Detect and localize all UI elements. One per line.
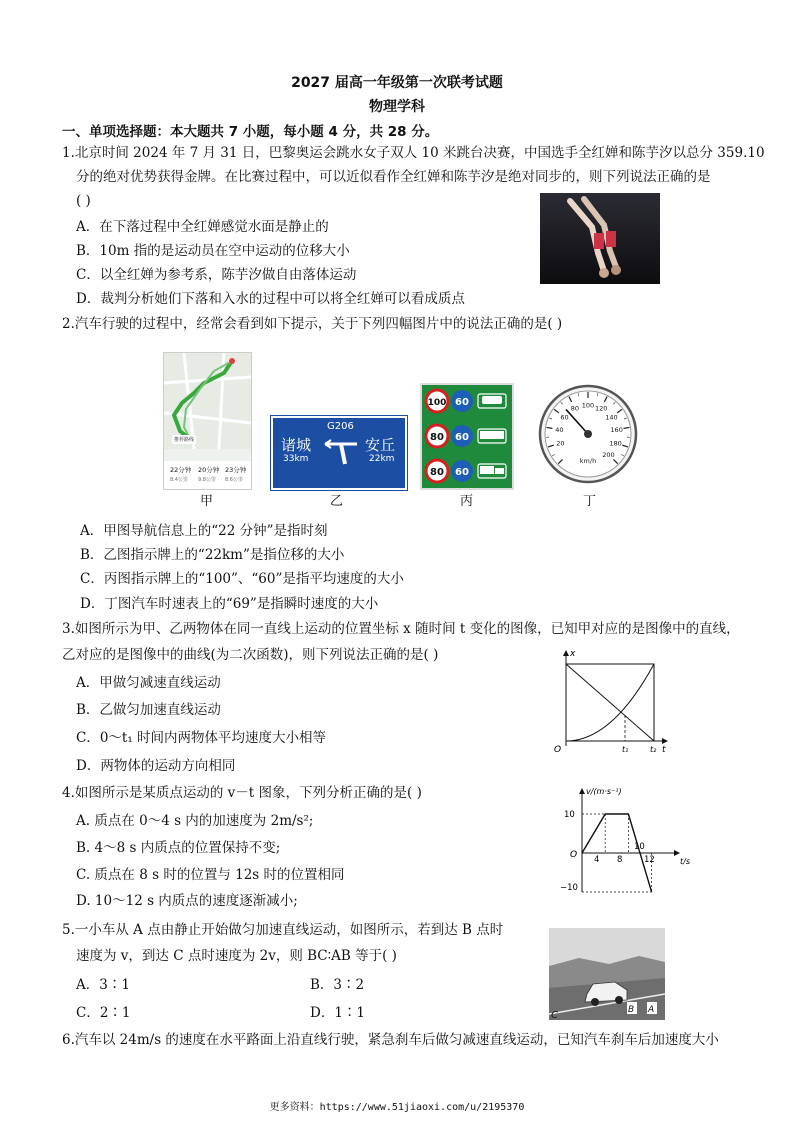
- gauge-label-160: 160: [610, 425, 623, 434]
- q3-position-time-graph: [552, 646, 672, 756]
- sign-left-city: 诸城: [281, 436, 312, 454]
- q2-stem: 2.汽车行驶的过程中，经常会看到如下提示，关于下列四幅图片中的说法正确的是( ): [62, 316, 563, 332]
- q3-t1: t₁: [622, 745, 629, 754]
- q3-option-b: B．乙做匀加速直线运动: [76, 702, 221, 718]
- q1-option-a: A．在下落过程中全红婵感觉水面是静止的: [76, 219, 329, 235]
- gauge-label-200: 200: [602, 451, 615, 460]
- q5-option-b: B．3∶2: [310, 977, 365, 993]
- nav-route-label: 推荐路线: [174, 437, 195, 443]
- line-jia: [566, 664, 654, 741]
- q1-line1: 1.北京时间 2024 年 7 月 31 日，巴黎奥运会跳水女子双人 10 米跳台决赛，中国选手全红婵和陈芋汐以总分 359.10: [62, 145, 765, 161]
- q4-y-label: v/(m·s⁻¹): [586, 787, 622, 796]
- q3-line2: 乙对应的是图像中的曲线(为二次函数)，则下列说法正确的是( ): [62, 647, 439, 663]
- q4-option-c: C. 质点在 8 s 时的位置与 12s 时的位置相同: [76, 867, 345, 883]
- q5-option-d: D．1∶1: [310, 1005, 366, 1021]
- direction-sign-figure: [271, 416, 407, 490]
- q1-paren: ( ): [76, 193, 91, 209]
- q1-option-b: B．10m 指的是运动员在空中运动的位移大小: [76, 243, 350, 259]
- gauge-label-100: 100: [581, 401, 595, 410]
- gauge-label-180: 180: [609, 439, 622, 448]
- fork-arrow-icon: [321, 436, 361, 466]
- photo-label-c: C: [551, 1010, 558, 1020]
- gauge-unit: km/h: [579, 457, 597, 465]
- sign-left-km: 33km: [283, 454, 309, 464]
- gauge-label-60: 60: [560, 413, 569, 422]
- gauge-label-140: 140: [605, 413, 618, 422]
- navigation-map-figure: [163, 352, 252, 490]
- gauge-label-120: 120: [594, 404, 608, 413]
- subject-title: 物理学科: [369, 99, 425, 115]
- gauge-hub: [584, 430, 592, 438]
- q4-origin: O: [570, 850, 578, 860]
- nav-dist-3: 8.6公里: [225, 477, 243, 483]
- q2-option-b: B．乙图指示牌上的“22km”是指位移的大小: [80, 547, 345, 563]
- q4-xtick-12: 12: [644, 855, 655, 865]
- photo-label-b: B: [628, 1005, 635, 1015]
- q4-x-label: t/s: [680, 857, 690, 866]
- q3-axis-x-label: x: [570, 649, 576, 659]
- caption-bing: 丙: [460, 494, 474, 509]
- q4-option-a: A. 质点在 0～4 s 内的加速度为 2m/s²;: [76, 813, 314, 829]
- limit-value-5: 80: [430, 467, 444, 478]
- photo-label-a: A: [648, 1005, 655, 1015]
- speedometer-figure: [538, 383, 638, 486]
- q4-ytick-10: 10: [564, 810, 575, 820]
- nav-time-2: 20分钟: [198, 466, 220, 474]
- section-heading: 一、单项选择题：本大题共 7 小题，每小题 4 分，共 28 分。: [62, 124, 439, 140]
- q5-line1: 5.一小车从 A 点由静止开始做匀加速直线运动，如图所示，若到达 B 点时: [62, 922, 504, 938]
- q3-option-a: A．甲做匀减速直线运动: [76, 675, 221, 691]
- q3-origin: O: [554, 745, 562, 755]
- q3-option-c: C．0～t₁ 时间内两物体平均速度大小相等: [76, 730, 327, 746]
- gauge-label-80: 80: [570, 404, 579, 413]
- q2-option-a: A．甲图导航信息上的“22 分钟”是指时刻: [80, 523, 328, 539]
- q2-option-c: C．丙图指示牌上的“100”、“60”是指平均速度的大小: [80, 571, 404, 587]
- q1-line2: 分的绝对优势获得金牌。在比赛过程中，可以近似看作全红婵和陈芋汐是绝对同步的，则下列说法正确的是: [76, 169, 711, 185]
- q4-stem: 4.如图所示是某质点运动的 v－t 图象，下列分析正确的是( ): [62, 785, 422, 801]
- q1-option-d: D．裁判分析她们下落和入水的过程中可以将全红婵可以看成质点: [76, 291, 465, 307]
- q4-ytick-neg10: −10: [560, 883, 578, 893]
- q3-axis-t-label: t: [662, 745, 666, 755]
- limit-value-4: 60: [455, 432, 469, 443]
- caption-ding: 丁: [583, 494, 597, 509]
- gauge-label-20: 20: [556, 439, 565, 448]
- sign-right-km: 22km: [369, 454, 395, 464]
- caption-yi: 乙: [330, 494, 344, 509]
- q5-option-c: C．2∶1: [76, 1005, 131, 1021]
- q1-option-c: C．以全红婵为参考系，陈芋汐做自由落体运动: [76, 267, 357, 283]
- limit-value-1: 100: [427, 398, 447, 408]
- q4-velocity-time-graph: [558, 782, 698, 894]
- nav-time-3: 23分钟: [225, 466, 247, 474]
- sign-right-city: 安丘: [365, 436, 396, 454]
- limit-value-2: 60: [455, 397, 469, 408]
- q3-t2: t₂: [650, 745, 657, 754]
- caption-jia: 甲: [200, 494, 214, 509]
- q4-xtick-8: 8: [617, 855, 623, 865]
- limit-value-6: 60: [455, 467, 469, 478]
- footer-link[interactable]: 更多资料：https://www.51jiaoxi.com/u/2195370: [269, 1102, 525, 1113]
- q6-line1: 6.汽车以 24m/s 的速度在水平路面上沿直线行驶，紧急刹车后做匀减速直线运动，已知汽车刹车后加速度大小: [62, 1032, 719, 1048]
- q3-option-d: D．两物体的运动方向相同: [76, 758, 236, 774]
- nav-time-1: 22分钟: [170, 466, 192, 474]
- nav-dist-1: 8.4公里: [170, 477, 188, 483]
- sign-road-number: G206: [327, 421, 354, 432]
- exam-title: 2027 届高一年级第一次联考试题: [291, 75, 503, 91]
- q3-line1: 3.如图所示为甲、乙两物体在同一直线上运动的位置坐标 x 随时间 t 变化的图像，已知甲对应的是图像中的直线，: [62, 621, 740, 637]
- gauge-label-40: 40: [555, 425, 564, 434]
- q4-xtick-10: 10: [634, 842, 645, 852]
- q4-option-b: B. 4～8 s 内质点的位置保持不变;: [76, 840, 281, 856]
- q4-option-d: D. 10～12 s 内质点的速度逐渐减小;: [76, 893, 298, 909]
- speed-limit-board-figure: [420, 383, 514, 490]
- q2-option-d: D．丁图汽车时速表上的“69”是指瞬时速度的大小: [80, 596, 379, 612]
- car-photo: [549, 928, 665, 1020]
- limit-value-3: 80: [430, 432, 444, 443]
- q5-line2: 速度为 v，到达 C 点时速度为 2v，则 BC∶AB 等于( ): [76, 948, 397, 964]
- nav-dist-2: 9.8公里: [198, 477, 216, 483]
- q4-xtick-4: 4: [594, 855, 600, 865]
- divers-photo: [540, 193, 660, 284]
- q5-option-a: A．3∶1: [76, 977, 130, 993]
